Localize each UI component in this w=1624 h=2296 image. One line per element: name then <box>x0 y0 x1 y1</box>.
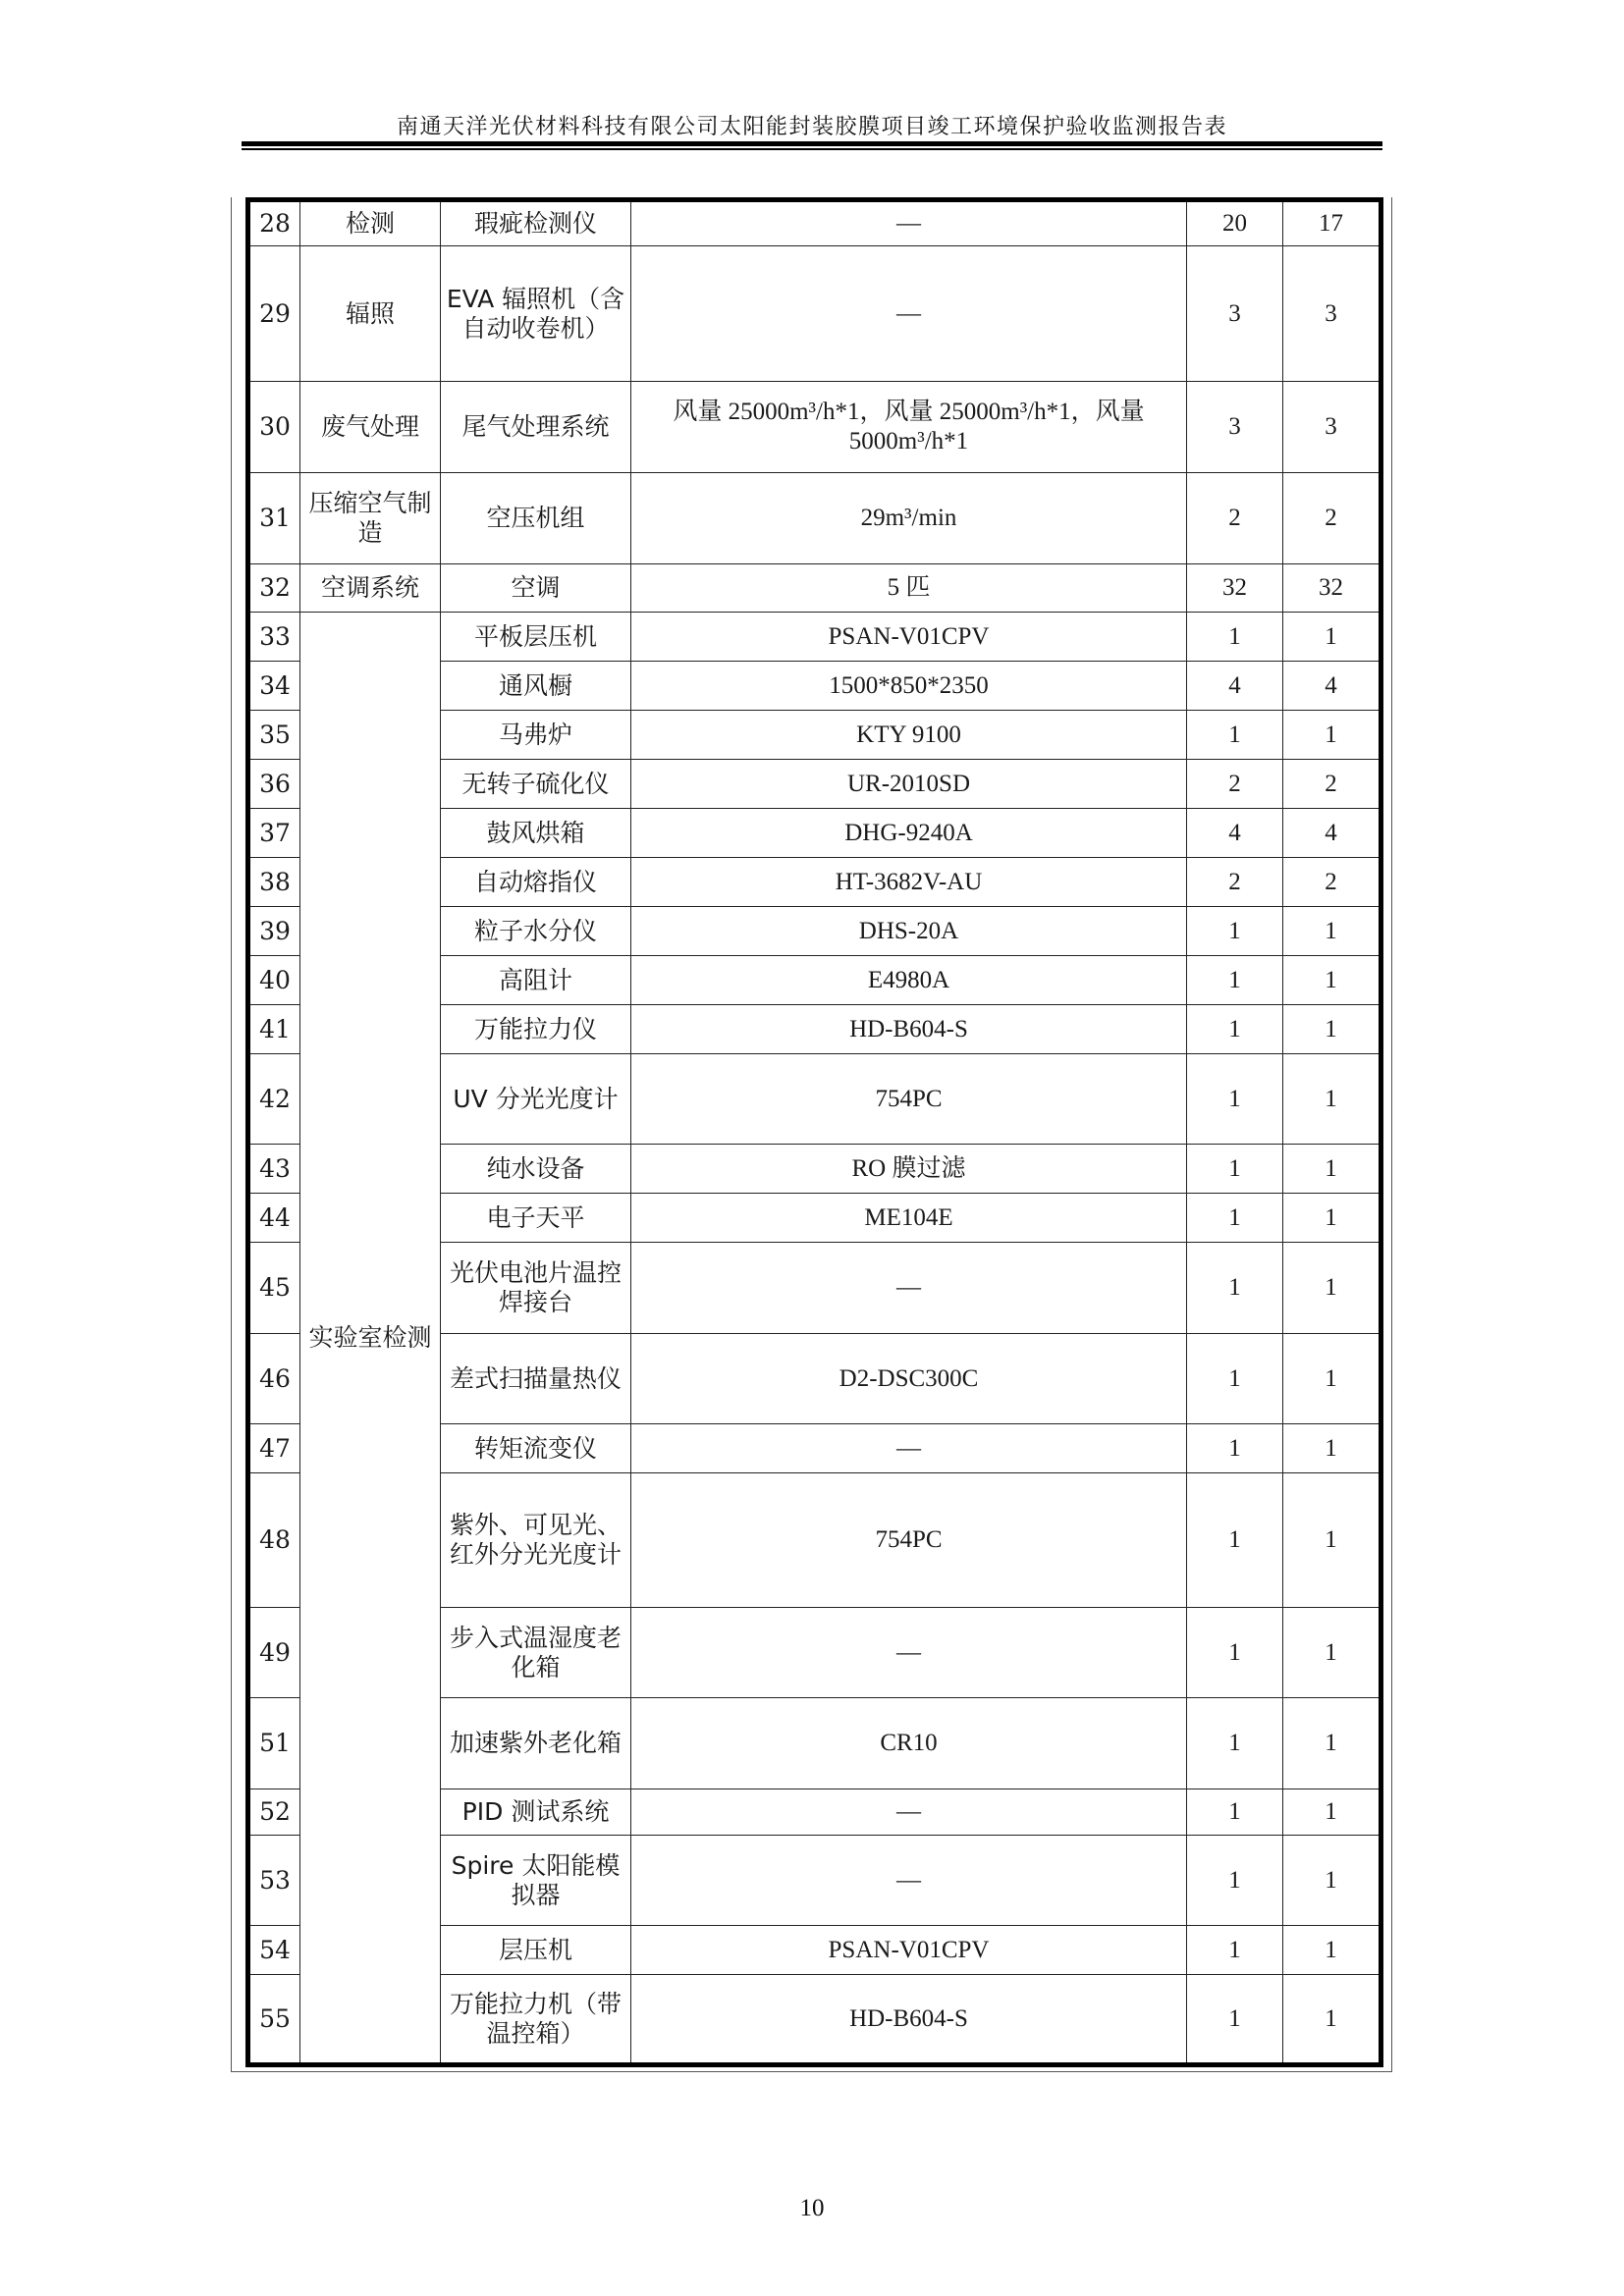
qty-actual-cell: 1 <box>1283 1243 1381 1334</box>
equipment-name-cell: 紫外、可见光、红外分光光度计 <box>441 1473 631 1608</box>
qty-planned-cell: 1 <box>1187 711 1283 760</box>
equipment-name-cell: 加速紫外老化箱 <box>441 1698 631 1789</box>
spec-cell: UR-2010SD <box>631 760 1187 809</box>
qty-actual-cell: 1 <box>1283 1424 1381 1473</box>
qty-planned-cell: 1 <box>1187 1473 1283 1608</box>
qty-actual-cell: 1 <box>1283 1054 1381 1145</box>
table-row <box>248 246 1381 382</box>
qty-planned-cell: 1 <box>1187 1975 1283 2065</box>
equipment-name-cell: 差式扫描量热仪 <box>441 1334 631 1424</box>
spec-cell: — <box>631 200 1187 246</box>
qty-actual-cell: 1 <box>1283 1145 1381 1194</box>
category-cell: 检测 <box>300 200 441 246</box>
row-number-cell: 30 <box>248 382 300 473</box>
report-header-title: 南通天洋光伏材料科技有限公司太阳能封装胶膜项目竣工环境保护验收监测报告表 <box>396 115 1227 139</box>
qty-planned-cell: 2 <box>1187 473 1283 564</box>
spec-cell: 754PC <box>631 1054 1187 1145</box>
spec-cell: KTY 9100 <box>631 711 1187 760</box>
spec-cell: CR10 <box>631 1698 1187 1789</box>
spec-cell: E4980A <box>631 956 1187 1005</box>
equipment-name-cell: 粒子水分仪 <box>441 907 631 956</box>
spec-cell: HD-B604-S <box>631 1005 1187 1054</box>
spec-cell: 风量 25000m³/h*1，风量 25000m³/h*1，风量 5000m³/h*1 <box>631 382 1187 473</box>
qty-planned-cell: 1 <box>1187 1698 1283 1789</box>
row-number-cell: 32 <box>248 564 300 613</box>
equipment-name-cell: 鼓风烘箱 <box>441 809 631 858</box>
equipment-name-cell: 步入式温湿度老化箱 <box>441 1608 631 1698</box>
spec-cell: PSAN-V01CPV <box>631 613 1187 662</box>
header-rule-thick <box>242 141 1382 146</box>
row-number-cell: 47 <box>248 1424 300 1473</box>
row-number-cell: 28 <box>248 200 300 246</box>
qty-actual-cell: 1 <box>1283 956 1381 1005</box>
spec-cell: — <box>631 246 1187 382</box>
category-cell: 压缩空气制造 <box>300 473 441 564</box>
category-cell: 空调系统 <box>300 564 441 613</box>
equipment-name-cell: Spire 太阳能模拟器 <box>441 1836 631 1926</box>
row-number-cell: 43 <box>248 1145 300 1194</box>
equipment-name-cell: 电子天平 <box>441 1194 631 1243</box>
equipment-name-cell: 平板层压机 <box>441 613 631 662</box>
qty-actual-cell: 1 <box>1283 1926 1381 1975</box>
spec-cell: 29m³/min <box>631 473 1187 564</box>
row-number-cell: 45 <box>248 1243 300 1334</box>
qty-actual-cell: 2 <box>1283 760 1381 809</box>
qty-planned-cell: 1 <box>1187 1005 1283 1054</box>
spec-cell: 5 匹 <box>631 564 1187 613</box>
qty-planned-cell: 32 <box>1187 564 1283 613</box>
qty-planned-cell: 1 <box>1187 956 1283 1005</box>
table-row <box>248 382 1381 473</box>
qty-planned-cell: 1 <box>1187 1836 1283 1926</box>
spec-cell: 754PC <box>631 1473 1187 1608</box>
qty-planned-cell: 1 <box>1187 907 1283 956</box>
table-row <box>248 564 1381 613</box>
equipment-name-cell: 空调 <box>441 564 631 613</box>
qty-planned-cell: 1 <box>1187 1054 1283 1145</box>
table-row <box>248 473 1381 564</box>
qty-planned-cell: 2 <box>1187 858 1283 907</box>
row-number-cell: 54 <box>248 1926 300 1975</box>
row-number-cell: 33 <box>248 613 300 662</box>
category-cell: 废气处理 <box>300 382 441 473</box>
row-number-cell: 41 <box>248 1005 300 1054</box>
equipment-name-cell: 马弗炉 <box>441 711 631 760</box>
row-number-cell: 39 <box>248 907 300 956</box>
qty-actual-cell: 2 <box>1283 858 1381 907</box>
row-number-cell: 35 <box>248 711 300 760</box>
qty-actual-cell: 1 <box>1283 1473 1381 1608</box>
equipment-name-cell: UV 分光光度计 <box>441 1054 631 1145</box>
equipment-table-body <box>248 200 1381 2065</box>
qty-actual-cell: 32 <box>1283 564 1381 613</box>
qty-actual-cell: 4 <box>1283 662 1381 711</box>
qty-actual-cell: 17 <box>1283 200 1381 246</box>
qty-planned-cell: 1 <box>1187 613 1283 662</box>
equipment-name-cell: 通风橱 <box>441 662 631 711</box>
qty-planned-cell: 1 <box>1187 1926 1283 1975</box>
equipment-name-cell: 瑕疵检测仪 <box>441 200 631 246</box>
qty-planned-cell: 1 <box>1187 1608 1283 1698</box>
qty-planned-cell: 1 <box>1187 1243 1283 1334</box>
spec-cell: — <box>631 1424 1187 1473</box>
equipment-name-cell: EVA 辐照机（含自动收卷机） <box>441 246 631 382</box>
qty-planned-cell: 4 <box>1187 809 1283 858</box>
equipment-name-cell: 层压机 <box>441 1926 631 1975</box>
row-number-cell: 48 <box>248 1473 300 1608</box>
equipment-name-cell: PID 测试系统 <box>441 1789 631 1836</box>
qty-planned-cell: 1 <box>1187 1789 1283 1836</box>
row-number-cell: 29 <box>248 246 300 382</box>
row-number-cell: 31 <box>248 473 300 564</box>
equipment-name-cell: 纯水设备 <box>441 1145 631 1194</box>
spec-cell: HT-3682V-AU <box>631 858 1187 907</box>
row-number-cell: 42 <box>248 1054 300 1145</box>
row-number-cell: 36 <box>248 760 300 809</box>
spec-cell: RO 膜过滤 <box>631 1145 1187 1194</box>
spec-cell: HD-B604-S <box>631 1975 1187 2065</box>
spec-cell: DHS-20A <box>631 907 1187 956</box>
qty-planned-cell: 1 <box>1187 1424 1283 1473</box>
equipment-table <box>245 197 1383 2067</box>
row-number-cell: 37 <box>248 809 300 858</box>
qty-actual-cell: 1 <box>1283 1836 1381 1926</box>
qty-actual-cell: 1 <box>1283 1789 1381 1836</box>
row-number-cell: 49 <box>248 1608 300 1698</box>
equipment-name-cell: 万能拉力仪 <box>441 1005 631 1054</box>
equipment-name-cell: 尾气处理系统 <box>441 382 631 473</box>
equipment-name-cell: 无转子硫化仪 <box>441 760 631 809</box>
qty-planned-cell: 1 <box>1187 1194 1283 1243</box>
table-row <box>248 200 1381 246</box>
page-number: 10 <box>799 2195 825 2221</box>
category-cell-lab-testing: 实验室检测 <box>300 613 441 2065</box>
row-number-cell: 52 <box>248 1789 300 1836</box>
qty-actual-cell: 1 <box>1283 1975 1381 2065</box>
equipment-name-cell: 自动熔指仪 <box>441 858 631 907</box>
spec-cell: 1500*850*2350 <box>631 662 1187 711</box>
qty-actual-cell: 1 <box>1283 613 1381 662</box>
qty-actual-cell: 3 <box>1283 382 1381 473</box>
header-rule-thin <box>242 148 1382 150</box>
qty-actual-cell: 2 <box>1283 473 1381 564</box>
equipment-name-cell: 光伏电池片温控焊接台 <box>441 1243 631 1334</box>
spec-cell: D2-DSC300C <box>631 1334 1187 1424</box>
equipment-name-cell: 万能拉力机（带温控箱） <box>441 1975 631 2065</box>
equipment-name-cell: 高阻计 <box>441 956 631 1005</box>
qty-actual-cell: 1 <box>1283 1334 1381 1424</box>
qty-actual-cell: 1 <box>1283 907 1381 956</box>
row-number-cell: 55 <box>248 1975 300 2065</box>
spec-cell: — <box>631 1608 1187 1698</box>
qty-planned-cell: 3 <box>1187 382 1283 473</box>
row-number-cell: 51 <box>248 1698 300 1789</box>
equipment-name-cell: 转矩流变仪 <box>441 1424 631 1473</box>
spec-cell: — <box>631 1243 1187 1334</box>
row-number-cell: 40 <box>248 956 300 1005</box>
qty-actual-cell: 1 <box>1283 1698 1381 1789</box>
spec-cell: DHG-9240A <box>631 809 1187 858</box>
qty-actual-cell: 4 <box>1283 809 1381 858</box>
qty-actual-cell: 1 <box>1283 711 1381 760</box>
row-number-cell: 46 <box>248 1334 300 1424</box>
qty-planned-cell: 3 <box>1187 246 1283 382</box>
qty-actual-cell: 1 <box>1283 1608 1381 1698</box>
category-cell: 辐照 <box>300 246 441 382</box>
row-number-cell: 38 <box>248 858 300 907</box>
qty-planned-cell: 1 <box>1187 1334 1283 1424</box>
row-number-cell: 34 <box>248 662 300 711</box>
qty-planned-cell: 20 <box>1187 200 1283 246</box>
spec-cell: PSAN-V01CPV <box>631 1926 1187 1975</box>
qty-actual-cell: 1 <box>1283 1005 1381 1054</box>
spec-cell: ME104E <box>631 1194 1187 1243</box>
qty-planned-cell: 1 <box>1187 1145 1283 1194</box>
row-number-cell: 53 <box>248 1836 300 1926</box>
qty-planned-cell: 2 <box>1187 760 1283 809</box>
spec-cell: — <box>631 1836 1187 1926</box>
qty-planned-cell: 4 <box>1187 662 1283 711</box>
spec-cell: — <box>631 1789 1187 1836</box>
table-row <box>248 613 1381 662</box>
qty-actual-cell: 3 <box>1283 246 1381 382</box>
row-number-cell: 44 <box>248 1194 300 1243</box>
equipment-name-cell: 空压机组 <box>441 473 631 564</box>
qty-actual-cell: 1 <box>1283 1194 1381 1243</box>
